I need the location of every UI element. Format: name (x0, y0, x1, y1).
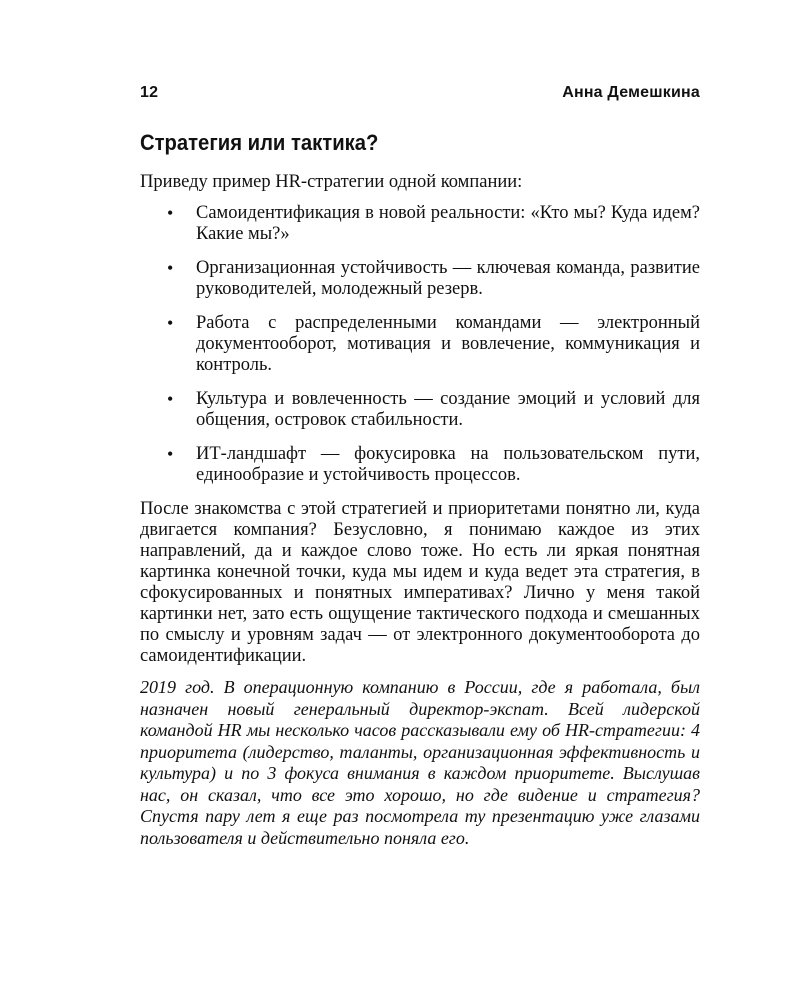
bullet-icon: • (167, 313, 174, 333)
bullet-icon: • (167, 444, 174, 464)
list-item: • Самоидентификация в новой реальности: «Кто мы? Куда идем? Какие мы?» (167, 203, 700, 244)
page-content (140, 128, 700, 849)
list-item: • Культура и вовлеченность — создание эмоций и условий для общения, островок стабильности. (167, 389, 700, 430)
bullet-icon: • (167, 258, 174, 278)
strategy-list (140, 203, 700, 486)
list-item: • Работа с распределенными командами — электронный документооборот, мотивация и вовлечение, коммуникация и контроль. (167, 313, 700, 375)
section-title: Стратегия или тактика? (140, 130, 379, 155)
list-item: • Организационная устойчивость — ключевая команда, развитие руководителей, молодежный резерв. (167, 258, 700, 299)
italic-case-paragraph: 2019 год. В операционную компанию в России, где я работала, был назначен новый генеральный директор-экспат. Всей лидерской командой HR мы несколько часов рассказывали ему об HR-стратегии: 4 приоритета (лидерство, таланты, организационная эффективность и культура) и по 3 фокуса внимания в каждом приоритете. Выслушав нас, он сказал, что все это хорошо, но где видение и стратегия? Спустя пару лет я еще раз посмотрела ту презентацию уже глазами пользователя и действительно поняла его. (140, 677, 700, 848)
bullet-icon: • (167, 203, 174, 223)
bullet-icon: • (167, 389, 174, 409)
author-name: Анна Демешкина (562, 84, 700, 101)
intro-paragraph: Приведу пример HR-стратегии одной компании: (140, 172, 523, 192)
body-paragraph: После знакомства с этой стратегией и приоритетами понятно ли, куда двигается компания? Безусловно, я понимаю каждое из этих направлений, да и каждое слово тоже. Но есть ли яркая понятная картинка конечной точки, куда мы идем и куда ведет эта стратегия, в сфокусированных и понятных императивах? Лично у меня такой картинки нет, зато есть ощущение тактического подхода и смешанных по смыслу и уровням задач — от электронного документооборота до самоидентификации. (140, 499, 700, 666)
list-item: • ИТ-ландшафт — фокусировка на пользовательском пути, единообразие и устойчивость процессов. (167, 444, 700, 485)
running-header (140, 84, 700, 102)
page-number: 12 (140, 84, 159, 101)
